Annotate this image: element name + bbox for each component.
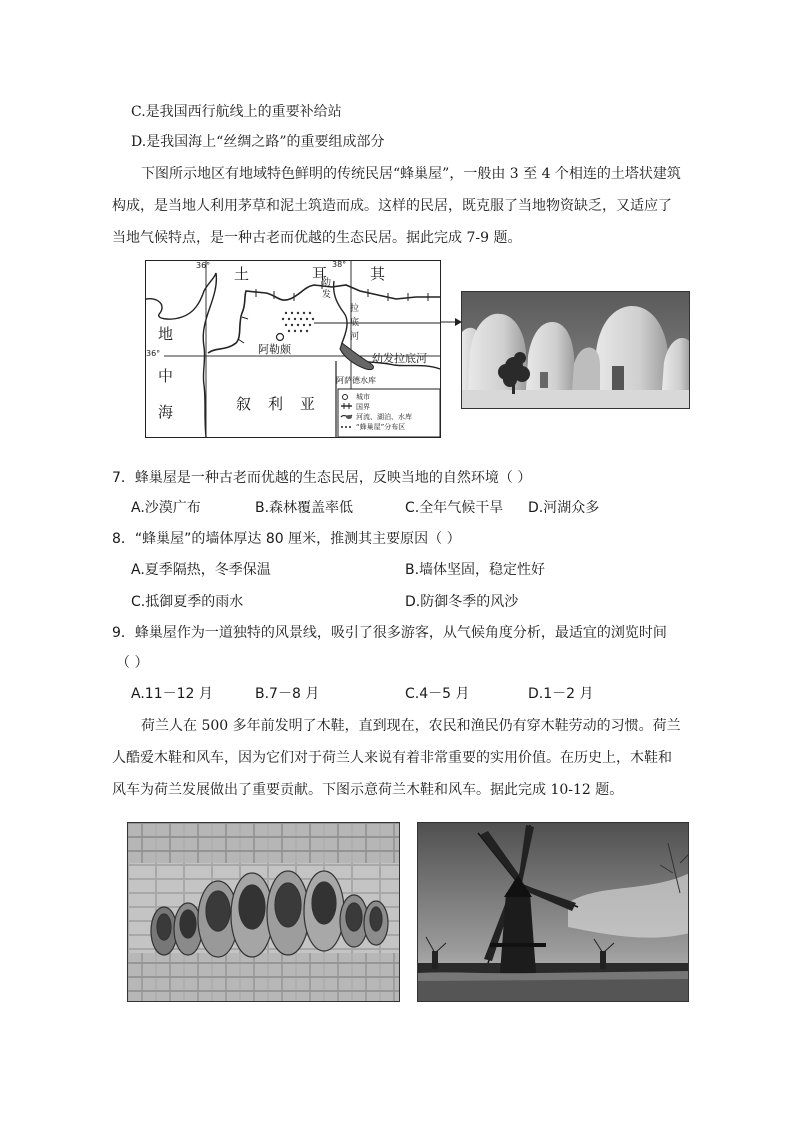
map-sea-3: 海 [158, 403, 174, 421]
q7-option-a[interactable]: A.沙漠广布 [131, 500, 201, 516]
passage1-line3: 当地气候特点，是一种古老而优越的生态民居。据此完成 7-9 题。 [112, 230, 522, 246]
q7-option-c[interactable]: C.全年气候干旱 [405, 500, 504, 516]
legend-city: 城市 [356, 393, 370, 401]
map-country-turkey-1: 土 [234, 265, 250, 283]
windmill-photo [417, 822, 689, 1002]
map-drawing [146, 261, 440, 437]
question-7-stem: 7．蜂巢屋是一种古老而优越的生态民居，反映当地的自然环境（ ） [112, 470, 532, 486]
question-9-stem-cont: （ ） [116, 655, 149, 671]
option-d-prev: D.是我国海上“丝绸之路”的重要组成部分 [131, 134, 385, 150]
map-country-turkey-3: 其 [370, 265, 386, 283]
map-river-char-2: 发 [322, 290, 332, 300]
map-reservoir: 阿萨德水库 [336, 376, 376, 385]
passage2-line1: 荷兰人在 500 多年前发明了木鞋，直到现在，农民和渔民仍有穿木鞋劳动的习惯。荷兰 [141, 718, 681, 734]
q8-option-d[interactable]: D.防御冬季的风沙 [405, 594, 519, 610]
map-sea-1: 地 [158, 325, 174, 343]
region-map [145, 260, 441, 438]
legend-border: 国界 [356, 403, 370, 411]
map-river-char-4: 底 [350, 318, 360, 328]
legend-houses: “蜂巢屋”分布区 [356, 423, 406, 431]
q8-option-c[interactable]: C.抵御夏季的雨水 [131, 594, 244, 610]
legend-water: 河流、湖泊、水库 [356, 413, 412, 421]
map-river-char-1: 幼 [322, 278, 332, 288]
q9-option-a[interactable]: A.11－12 月 [131, 686, 213, 702]
q8-option-a[interactable]: A.夏季隔热，冬季保温 [131, 562, 271, 578]
q9-option-c[interactable]: C.4－5 月 [405, 686, 470, 702]
q8-option-b[interactable]: B.墙体坚固，稳定性好 [405, 562, 546, 578]
q7-option-b[interactable]: B.森林覆盖率低 [255, 500, 354, 516]
map-country-syria-3: 亚 [300, 395, 316, 413]
arrow-icon [440, 316, 462, 328]
passage1-line2: 构成，是当地人利用茅草和泥土筑造而成。这样的民居，既克服了当地物资缺乏，又适应了 [112, 198, 672, 214]
q7-option-d[interactable]: D.河湖众多 [528, 500, 600, 516]
map-lon-36: 36° [196, 261, 211, 270]
map-river-char-3: 拉 [350, 304, 360, 314]
map-sea-2: 中 [158, 367, 174, 385]
map-lon-38: 38° [332, 260, 347, 269]
q9-option-b[interactable]: B.7－8 月 [255, 686, 320, 702]
map-river-char-5: 河 [350, 332, 360, 342]
map-country-syria-1: 叙 [236, 395, 252, 413]
q9-option-d[interactable]: D.1－2 月 [528, 686, 594, 702]
passage2-line2: 人酷爱木鞋和风车，因为它们对于荷兰人来说有着非常重要的实用价值。在历史上，木鞋和 [112, 750, 672, 766]
question-9-stem: 9．蜂巢屋作为一道独特的风景线，吸引了很多游客，从气候角度分析，最适宜的浏览时间 [112, 625, 667, 641]
map-lat-36: 36° [146, 349, 161, 358]
beehive-house-photo [461, 291, 690, 409]
map-country-syria-2: 利 [268, 395, 284, 413]
passage1-line1: 下图所示地区有地域特色鲜明的传统民居“蜂巢屋”，一般由 3 至 4 个相连的土塔状建筑 [141, 166, 681, 182]
map-city-aleppo: 阿勒颇 [258, 343, 291, 356]
wooden-shoes-photo [127, 822, 400, 1002]
map-river-euphrates: 幼发拉底河 [372, 352, 427, 365]
option-c-prev: C.是我国西行航线上的重要补给站 [131, 104, 342, 120]
question-8-stem: 8．“蜂巢屋”的墙体厚达 80 厘米，推测其主要原因（ ） [112, 531, 461, 547]
passage2-line3: 风车为荷兰发展做出了重要贡献。下图示意荷兰木鞋和风车。据此完成 10-12 题。 [112, 782, 624, 798]
map-country-turkey-2: 耳 [312, 265, 328, 283]
